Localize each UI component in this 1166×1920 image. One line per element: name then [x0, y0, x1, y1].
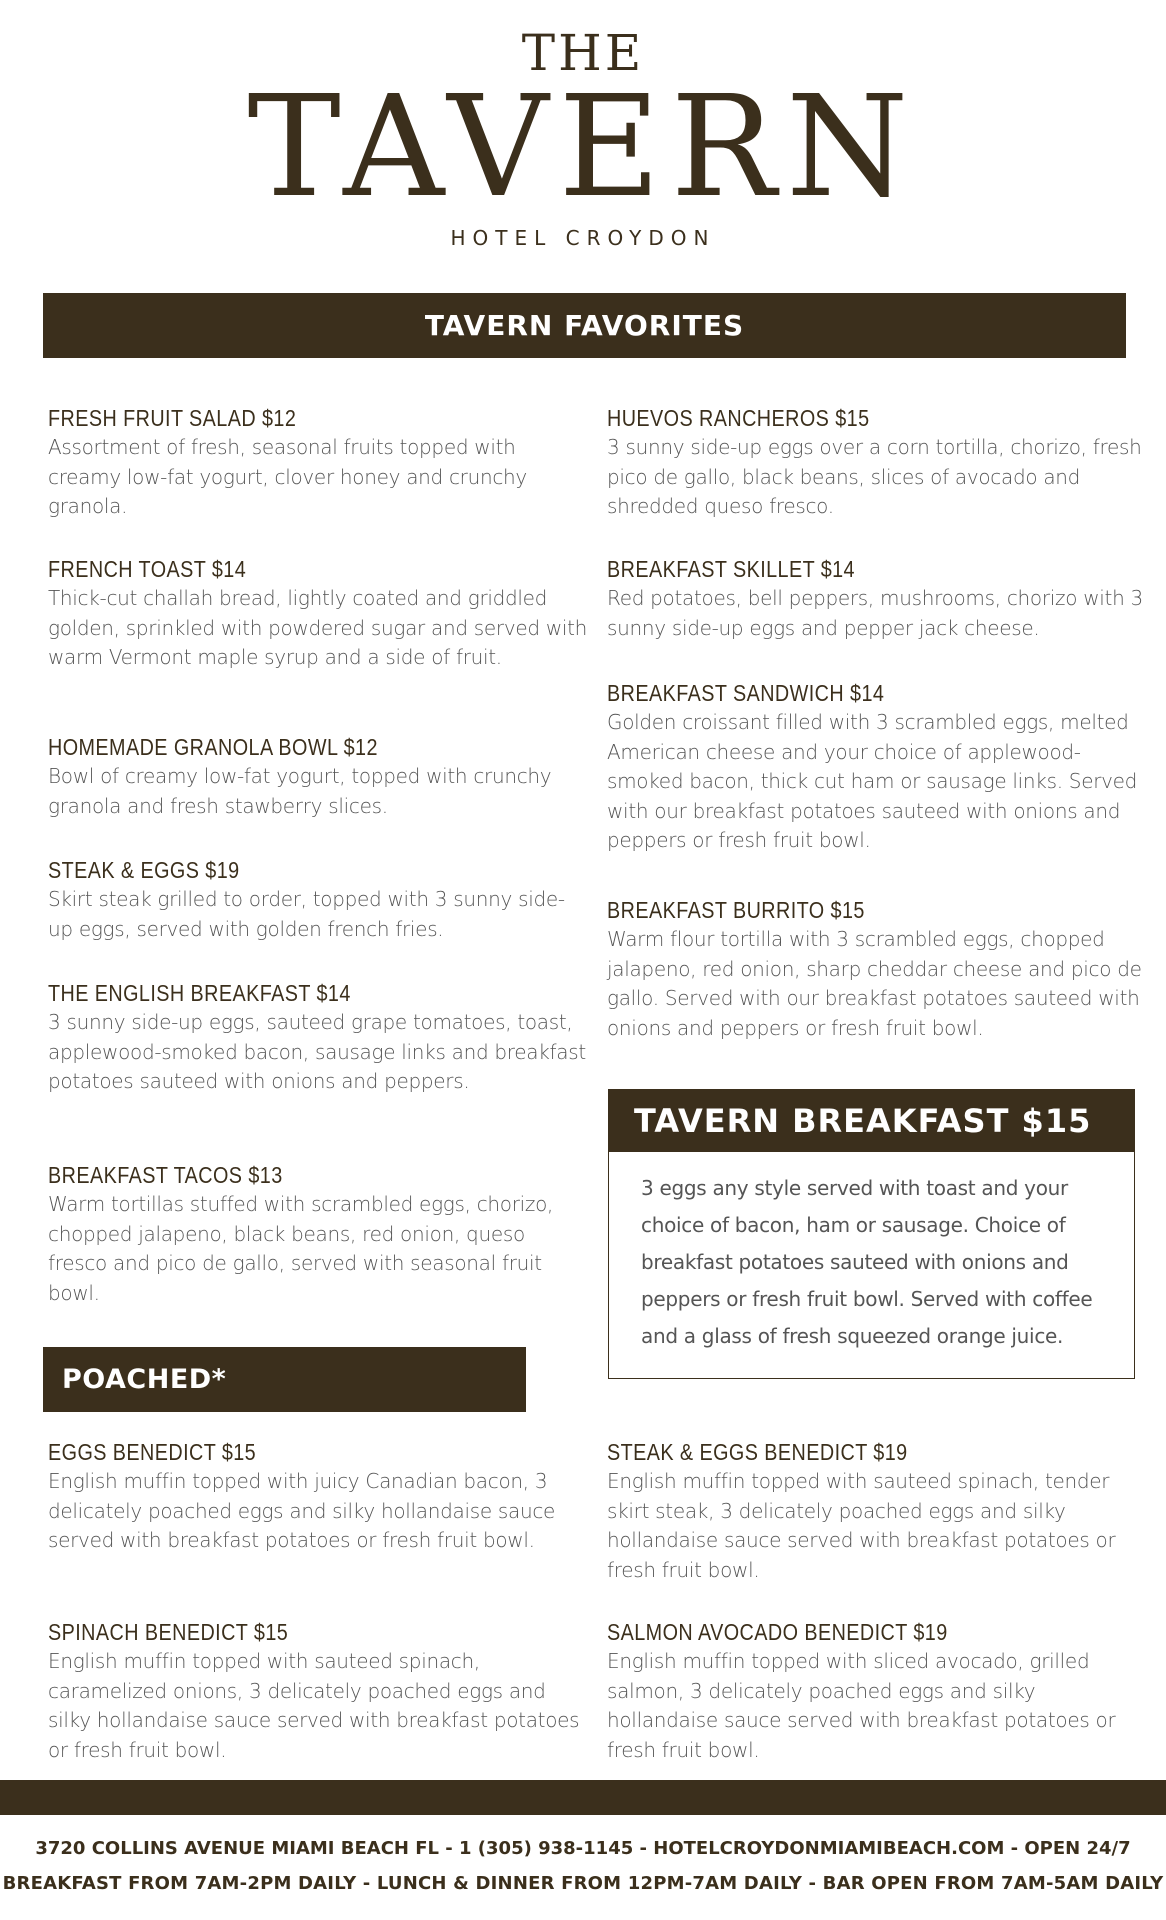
menu-item-title: BREAKFAST SKILLET $14	[607, 556, 855, 582]
menu-item-title: BREAKFAST BURRITO $15	[607, 897, 865, 923]
menu-item-desc: Skirt steak grilled to order, topped with 3 sunny side-up eggs, served with golden french fries.	[48, 887, 565, 941]
menu-item-desc: English muffin topped with sauteed spinach, caramelized onions, 3 delicately poached eggs and silky hollandaise sauce served with breakfast potatoes or fresh fruit bowl.	[48, 1649, 580, 1762]
menu-item-title: BREAKFAST SANDWICH $14	[607, 680, 885, 706]
logo-hotel-name: HOTEL CROYDON	[450, 226, 716, 250]
menu-item	[48, 979, 588, 1097]
tavern-breakfast-box	[608, 1152, 1135, 1379]
tavern-favorites-header	[43, 293, 1126, 358]
footer-address: 3720 COLLINS AVENUE MIAMI BEACH FL - 1 (305) 938-1145 - HOTELCROYDONMIAMIBEACH.COM - OPEN 24/7	[35, 1838, 1131, 1859]
poached-header	[43, 1347, 526, 1412]
menu-item-title: SALMON AVOCADO BENEDICT $19	[607, 1619, 948, 1645]
menu-item	[607, 1618, 1147, 1765]
menu-item-desc: 3 sunny side-up eggs, sauteed grape tomatoes, toast, applewood-smoked bacon, sausage links and breakfast potatoes sauteed with onions and peppers.	[48, 1010, 586, 1093]
menu-item-desc: Warm flour tortilla with 3 scrambled eggs, chopped jalapeno, red onion, sharp cheddar cheese and pico de gallo. Served with our breakfast potatoes sauteed with onions and peppers or fresh fruit bowl.	[607, 927, 1142, 1040]
footer-divider-bar	[0, 1780, 1166, 1815]
menu-item	[607, 555, 1147, 643]
menu-item	[48, 404, 588, 522]
tavern-breakfast-header	[608, 1089, 1135, 1152]
tavern-breakfast-desc: 3 eggs any style served with toast and your choice of bacon, ham or sausage. Choice of breakfast potatoes sauteed with onions and peppers or fresh fruit bowl. Served with coffee and a glass of fresh squeezed orange juice.	[641, 1176, 1093, 1348]
menu-item-title: STEAK & EGGS BENEDICT $19	[607, 1439, 908, 1465]
menu-item-title: SPINACH BENEDICT $15	[48, 1619, 289, 1645]
menu-item-title: STEAK & EGGS $19	[48, 857, 240, 883]
menu-item-desc: English muffin topped with sliced avocado, grilled salmon, 3 delicately poached eggs and silky hollandaise sauce served with breakfast potatoes or fresh fruit bowl.	[607, 1649, 1116, 1762]
logo-the: THE	[521, 24, 645, 82]
menu-item	[607, 896, 1147, 1043]
menu-item-title: FRENCH TOAST $14	[48, 556, 247, 582]
tavern-breakfast-title: TAVERN BREAKFAST $15	[634, 1101, 1092, 1140]
menu-item-title: THE ENGLISH BREAKFAST $14	[48, 980, 351, 1006]
menu-item-title: HUEVOS RANCHEROS $15	[607, 405, 870, 431]
menu-item	[607, 679, 1147, 856]
menu-item-desc: Assortment of fresh, seasonal fruits topped with creamy low-fat yogurt, clover honey and crunchy granola.	[48, 435, 527, 518]
menu-item-desc: Warm tortillas stuffed with scrambled eggs, chorizo, chopped jalapeno, black beans, red onion, queso fresco and pico de gallo, served with seasonal fruit bowl.	[48, 1192, 554, 1305]
footer-hours: BREAKFAST FROM 7AM-2PM DAILY - LUNCH & DINNER FROM 12PM-7AM DAILY - BAR OPEN FROM 7AM-5AM DAILY	[2, 1873, 1164, 1894]
menu-item-title: FRESH FRUIT SALAD $12	[48, 405, 297, 431]
menu-item-title: BREAKFAST TACOS $13	[48, 1162, 283, 1188]
section-title: POACHED*	[62, 1364, 227, 1395]
menu-item	[48, 856, 588, 944]
menu-item-desc: English muffin topped with juicy Canadian bacon, 3 delicately poached eggs and silky hollandaise sauce served with breakfast potatoes or fresh fruit bowl.	[48, 1469, 556, 1552]
menu-item-title: HOMEMADE GRANOLA BOWL $12	[48, 734, 378, 760]
menu-item-title: EGGS BENEDICT $15	[48, 1439, 257, 1465]
menu-item-desc: English muffin topped with sauteed spinach, tender skirt steak, 3 delicately poached eggs and silky hollandaise sauce served with breakfast potatoes or fresh fruit bowl.	[607, 1469, 1116, 1582]
logo-tavern: TAVERN	[247, 66, 919, 229]
menu-item-desc: Golden croissant filled with 3 scrambled eggs, melted American cheese and your choice of applewood-smoked bacon, thick cut ham or sausage links. Served with our breakfast potatoes sauteed with onions and peppers or fresh fruit bowl.	[607, 710, 1138, 852]
menu-item	[48, 1618, 588, 1765]
menu-item-desc: Thick-cut challah bread, lightly coated and griddled golden, sprinkled with powdered sugar and served with warm Vermont maple syrup and a side of fruit.	[48, 586, 588, 669]
menu-item-desc: Bowl of creamy low-fat yogurt, topped with crunchy granola and fresh stawberry slices.	[48, 764, 552, 818]
menu-item	[48, 555, 588, 673]
menu-item	[607, 404, 1147, 522]
menu-item-desc: 3 sunny side-up eggs over a corn tortilla, chorizo, fresh pico de gallo, black beans, slices of avocado and shredded queso fresco.	[607, 435, 1142, 518]
menu-item-desc: Red potatoes, bell peppers, mushrooms, chorizo with 3 sunny side-up eggs and pepper jack cheese.	[607, 586, 1143, 640]
menu-item	[48, 1161, 588, 1308]
section-title: TAVERN FAVORITES	[424, 309, 745, 342]
menu-item	[607, 1438, 1147, 1585]
menu-item	[48, 1438, 588, 1556]
menu-item	[48, 733, 588, 821]
